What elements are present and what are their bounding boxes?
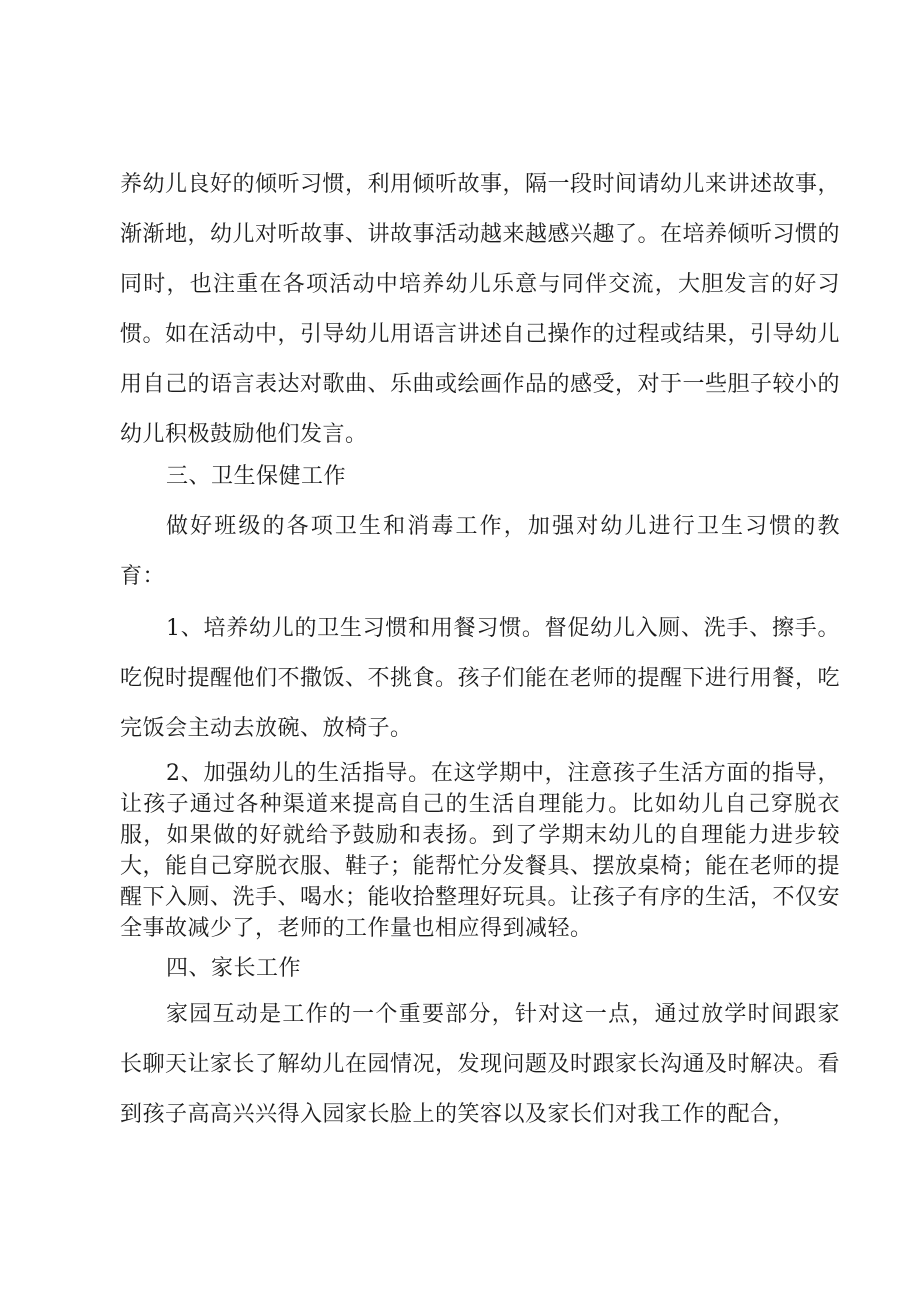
paragraph-hygiene-item-1: 1、培养幼儿的卫生习惯和用餐习惯。督促幼儿入厕、洗手、擦手。吃倪时提醒他们不撒饭、不挑食。孩子们能在老师的提醒下进行用餐，吃完饭会主动去放碗、放椅子。: [120, 616, 841, 741]
paragraph-hygiene-item-2: 2、加强幼儿的生活指导。在这学期中，注意孩子生活方面的指导，让孩子通过各种渠道来提高自己的生活自理能力。比如幼儿自己穿脱衣服，如果做的好就给予鼓励和表扬。到了学期末幼儿的自理能力进步较大，能自己穿脱衣服、鞋子；能帮忙分发餐具、摆放桌椅；能在老师的提醒下入厕、洗手、喝水；能收拾整理好玩具。让孩子有序的生活，不仅安全事故减少了，老师的工作量也相应得到减轻。: [120, 761, 841, 941]
paragraph-parents: 家园互动是工作的一个重要部分，针对这一点，通过放学时间跟家长聊天让家长了解幼儿在园情况，发现问题及时跟家长沟通及时解决。看到孩子高高兴兴得入园家长脸上的笑容以及家长们对我工作的配合，: [120, 1002, 841, 1127]
paragraph-hygiene-intro: 做好班级的各项卫生和消毒工作，加强对幼儿进行卫生习惯的教育：: [120, 514, 840, 589]
paragraph-continuation: 养幼儿良好的倾听习惯，利用倾听故事，隔一段时间请幼儿来讲述故事，渐渐地，幼儿对听故事、讲故事活动越来越感兴趣了。在培养倾听习惯的同时，也注重在各项活动中培养幼儿乐意与同伴交流，大胆发言的好习惯。如在活动中，引导幼儿用语言讲述自己操作的过程或结果，引导幼儿用自己的语言表达对歌曲、乐曲或绘画作品的感受，对于一些胆子较小的幼儿积极鼓励他们发言。: [120, 172, 841, 447]
section-heading-parents: 四、家长工作: [166, 956, 302, 981]
section-heading-hygiene: 三、卫生保健工作: [166, 464, 347, 489]
